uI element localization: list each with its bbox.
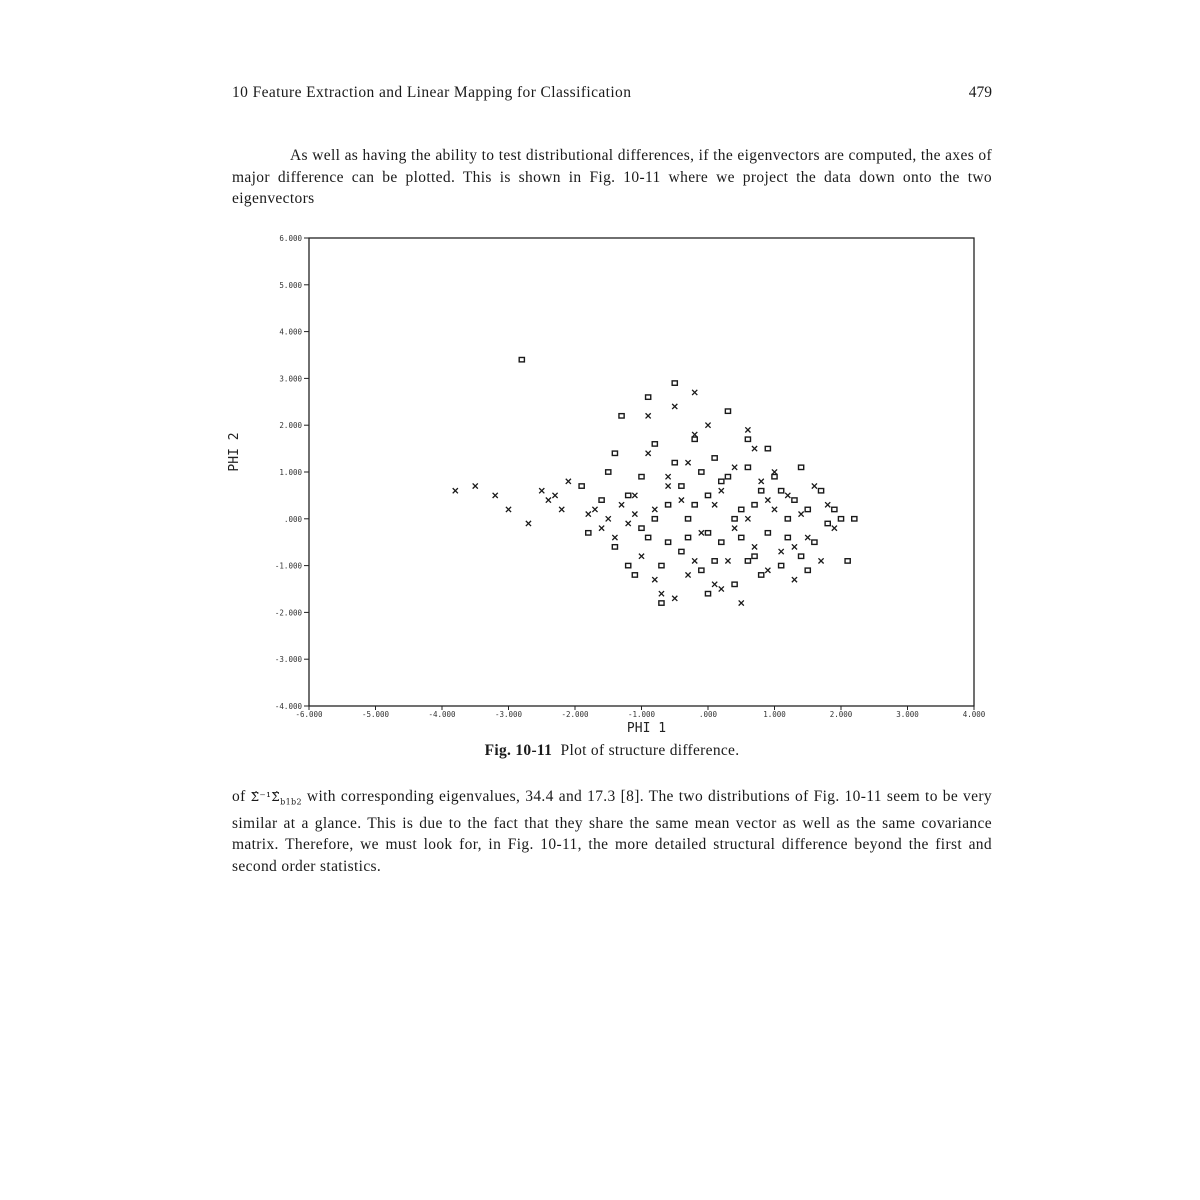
scatter-point-square [759,573,764,577]
scatter-point-square [752,554,757,558]
scatter-chart [224,228,1004,738]
scatter-point-x [639,554,644,559]
x-tick-label: 2.000 [829,710,853,719]
scatter-point-square [732,582,737,586]
x-tick-label: -6.000 [295,710,323,719]
scatter-figure [224,228,1004,738]
scatter-point-x [526,521,531,526]
y-tick-label: .000 [283,514,302,524]
scatter-point-x [659,591,664,596]
scatter-point-square [765,531,770,535]
running-head [232,84,992,106]
scatter-point-square [772,474,777,478]
scatter-point-x [612,535,617,540]
scatter-point-square [812,540,817,544]
math-sigma: Σ̂⁻¹Σ̂ [250,790,281,804]
scatter-point-square [519,357,524,361]
scatter-point-square [719,479,724,483]
scatter-point-square [785,517,790,521]
y-tick-label: 3.000 [279,374,302,384]
scatter-point-square [599,498,604,502]
scatter-point-x [672,404,677,409]
scatter-point-x [506,507,511,512]
scatter-point-square [679,484,684,488]
y-tick-label: 4.000 [279,327,302,337]
scatter-point-square [825,521,830,525]
scatter-point-x [759,479,764,484]
scatter-point-square [672,460,677,464]
scatter-point-square [626,563,631,567]
scatter-point-square [759,489,764,493]
scatter-point-x [745,516,750,521]
caption-text: Plot of structure difference. [560,742,740,759]
page-number: 479 [968,84,992,101]
scatter-point-square [725,409,730,413]
scatter-point-x [632,493,637,498]
scatter-point-x [725,558,730,563]
paragraph-bottom-body: with corresponding eigenvalues, 34.4 and 17.3 [8]. The two distributions of Fig. 10-11 seem to be very similar at a glance. This is due to the fact that they share the same mean vector as well as the same covariance matrix. Therefore, we must look for, in Fig. 10-11, the more detailed structural difference beyond the first and second order statistics. [232,788,992,875]
scatter-point-x [672,596,677,601]
scatter-point-square [805,568,810,572]
scatter-point-square [672,381,677,385]
scatter-point-square [705,591,710,595]
scatter-point-x [552,493,557,498]
scatter-point-x [739,600,744,605]
scatter-point-square [659,563,664,567]
scatter-point-square [586,531,591,535]
plot-frame [309,238,974,706]
scatter-point-x [752,544,757,549]
scatter-point-x [619,502,624,507]
scatter-point-square [652,442,657,446]
x-tick-label: 3.000 [896,710,919,719]
y-tick-label: -3.000 [274,655,302,665]
scatter-point-square [666,503,671,507]
scatter-point-square [705,531,710,535]
paragraph-bottom [232,786,992,877]
scatter-point-square [805,507,810,511]
scatter-point-square [739,535,744,539]
y-axis-title: PHI 2 [227,432,242,472]
scatter-point-square [818,489,823,493]
scatter-point-square [845,559,850,563]
scatter-point-x [812,483,817,488]
scatter-point-square [712,456,717,460]
scatter-point-x [825,502,830,507]
scatter-point-square [752,503,757,507]
scatter-point-square [699,470,704,474]
scatter-point-x [666,483,671,488]
x-tick-label: -2.000 [561,710,589,719]
scatter-point-x [692,390,697,395]
scatter-point-x [493,493,498,498]
scatter-point-x [685,572,690,577]
x-tick-label: .000 [698,710,718,719]
scatter-point-x [666,474,671,479]
scatter-point-square [639,526,644,530]
scatter-point-x [792,544,797,549]
x-axis-title: PHI 1 [626,721,667,736]
scatter-point-square [712,559,717,563]
scatter-point-square [719,540,724,544]
scatter-point-x [539,488,544,493]
scatter-point-x [765,568,770,573]
scatter-point-square [659,601,664,605]
x-tick-label: -5.000 [361,710,390,719]
scatter-point-square [612,545,617,549]
scatter-point-x [772,507,777,512]
scatter-point-x [632,512,637,517]
scatter-point-x [586,512,591,517]
figure-caption [232,742,992,760]
scatter-point-square [799,465,804,469]
scatter-point-square [779,563,784,567]
scatter-point-x [592,507,597,512]
scatter-point-square [646,535,651,539]
scatter-point-x [818,558,823,563]
y-tick-label: 1.000 [279,468,302,477]
scatter-point-square [852,517,857,521]
x-tick-label: -1.000 [627,710,656,719]
scatter-point-x [559,507,564,512]
scatter-point-square [626,493,631,497]
scatter-point-x [799,512,804,517]
scatter-point-x [792,577,797,582]
scatter-point-x [712,582,717,587]
caption-label: Fig. 10-11 [484,742,553,759]
scatter-point-square [652,517,657,521]
scatter-point-square [692,503,697,507]
scatter-point-x [779,549,784,554]
scatter-point-square [779,489,784,493]
x-tick-label: 1.000 [763,710,786,719]
scatter-point-x [679,497,684,502]
scatter-point-square [799,554,804,558]
scatter-point-square [765,446,770,450]
y-tick-label: -2.000 [274,608,302,618]
scatter-point-x [685,460,690,465]
scatter-point-x [719,586,724,591]
scatter-point-square [606,470,611,474]
scatter-point-x [546,497,551,502]
scatter-point-square [685,517,690,521]
scatter-point-square [838,517,843,521]
scatter-point-square [832,507,837,511]
scatter-point-square [745,559,750,563]
scatter-point-x [473,483,478,488]
scatter-point-x [646,413,651,418]
y-tick-label: -1.000 [274,561,302,571]
scatter-point-square [619,414,624,418]
scatter-point-square [685,535,690,539]
scatter-point-square [579,484,584,488]
scatter-point-square [639,474,644,478]
scatter-point-square [745,437,750,441]
math-sub-1: b1 [280,797,292,807]
scatter-point-square [705,493,710,497]
paragraph-top: As well as having the ability to test distributional differences, if the eigenvectors are computed, the axes of major difference can be plotted. This is shown in Fig. 10-11 where we project the data down onto the two eigenvectors [232,147,992,207]
x-tick-label: -3.000 [494,710,523,719]
scatter-point-x [805,535,810,540]
scatter-point-x [652,507,657,512]
scatter-point-x [646,451,651,456]
scatter-point-square [699,568,704,572]
x-tick-label: -4.000 [428,710,456,719]
scatter-point-x [719,488,724,493]
scatter-point-square [679,549,684,553]
paragraph-bottom-pre: of [232,788,246,805]
scatter-point-x [652,577,657,582]
scatter-point-x [765,497,770,502]
x-tick-label: 4.000 [962,710,986,719]
scatter-point-square [646,395,651,399]
scatter-point-square [785,535,790,539]
running-title: 10 Feature Extraction and Linear Mapping for Classification [232,84,632,101]
scatter-point-x [606,516,611,521]
scatter-point-x [705,423,710,428]
scatter-point-square [692,437,697,441]
scatter-point-square [739,507,744,511]
scatter-point-x [732,526,737,531]
y-tick-label: -4.000 [274,702,302,711]
scatter-point-x [599,526,604,531]
scatter-point-square [725,474,730,478]
scatter-point-square [732,517,737,521]
scatter-point-x [566,479,571,484]
math-expression [250,790,302,807]
scatter-point-square [632,573,637,577]
scatter-point-x [832,526,837,531]
math-sub-2: b2 [291,797,302,807]
scatter-point-x [453,488,458,493]
scatter-point-square [666,540,671,544]
scatter-point-x [626,521,631,526]
y-tick-label: 6.000 [279,234,302,243]
scatter-point-x [692,558,697,563]
scatter-point-square [792,498,797,502]
scatter-point-x [732,465,737,470]
y-tick-label: 2.000 [279,421,302,431]
scatter-point-square [745,465,750,469]
scatter-point-x [745,427,750,432]
scatter-point-x [699,530,704,535]
scatter-point-x [752,446,757,451]
scatter-point-x [712,502,717,507]
scatter-point-square [612,451,617,455]
y-tick-label: 5.000 [279,280,302,290]
scatter-point-x [785,493,790,498]
